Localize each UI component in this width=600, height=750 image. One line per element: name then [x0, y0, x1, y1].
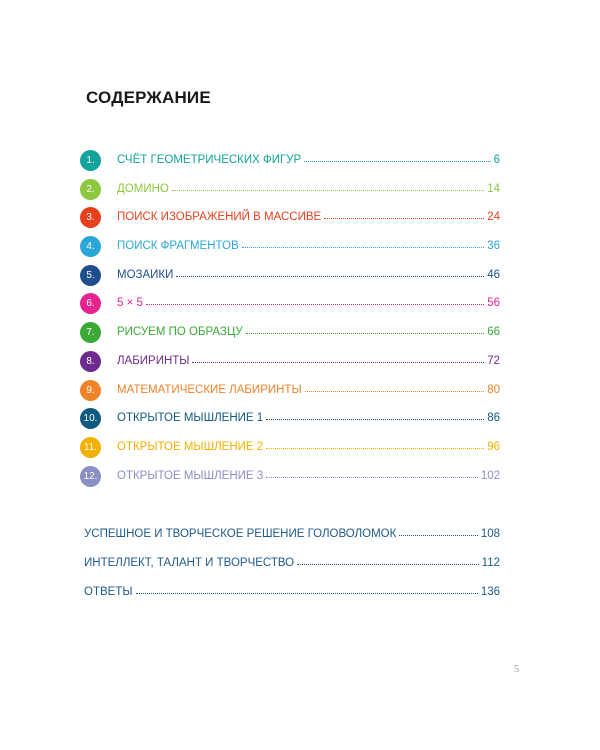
dot-leader [297, 554, 479, 565]
toc-label: ЛАБИРИНТЫ [117, 354, 190, 367]
toc-item[interactable] [80, 378, 500, 407]
dot-leader [305, 381, 485, 392]
toc-line [117, 353, 500, 367]
toc-item[interactable] [80, 177, 500, 206]
toc-page: 24 [487, 211, 500, 224]
toc-line [117, 209, 500, 223]
toc-item[interactable] [80, 406, 500, 435]
dot-leader [246, 323, 484, 334]
toc-line [117, 267, 500, 281]
toc-item[interactable] [80, 349, 500, 378]
toc-item[interactable] [80, 234, 500, 263]
toc-number-badge: 10. [80, 408, 101, 429]
toc-page: 56 [487, 297, 500, 310]
toc-label: ПОИСК ФРАГМЕНТОВ [117, 240, 239, 253]
toc-number-badge: 9. [80, 380, 101, 401]
toc-extra-item[interactable] [84, 584, 500, 613]
dot-leader [176, 266, 484, 277]
toc-page: 46 [487, 268, 500, 281]
toc-label: СЧЁТ ГЕОМЕТРИЧЕСКИХ ФИГУР [117, 154, 302, 166]
toc-item[interactable] [80, 464, 500, 493]
toc-page: 136 [480, 586, 500, 598]
toc-line [117, 181, 500, 195]
toc-line [117, 324, 500, 338]
toc-label: ОТКРЫТОЕ МЫШЛЕНИЕ 1 [117, 412, 264, 425]
dot-leader [304, 151, 490, 162]
dot-leader [192, 352, 484, 363]
page-title: СОДЕРЖАНИЕ [86, 88, 211, 107]
toc-line [117, 410, 500, 424]
toc-number-badge: 1. [80, 150, 101, 171]
toc-label: ОТКРЫТОЕ МЫШЛЕНИЕ 3 [117, 469, 264, 482]
toc-label: ПОИСК ИЗОБРАЖЕНИЙ В МАССИВЕ [117, 211, 322, 224]
toc-extra-item[interactable] [84, 526, 500, 555]
toc-line [117, 439, 500, 453]
toc-page: 96 [487, 440, 500, 453]
toc-number-badge: 2. [80, 179, 101, 200]
toc-page: 6 [493, 154, 500, 166]
toc-line [117, 238, 500, 252]
toc-number-badge: 5. [80, 265, 101, 286]
toc-item[interactable] [80, 435, 500, 464]
toc-item[interactable] [80, 263, 500, 292]
dot-leader [266, 467, 478, 478]
toc-number-badge: 4. [80, 236, 101, 257]
toc-extras [84, 526, 500, 613]
toc-label: МАТЕМАТИЧЕСКИЕ ЛАБИРИНТЫ [117, 383, 302, 396]
toc-line [117, 382, 500, 396]
toc-page: 72 [487, 354, 500, 367]
toc-label: ДОМИНО [117, 182, 169, 195]
dot-leader [172, 180, 484, 191]
toc-item[interactable] [80, 320, 500, 349]
toc-page: 36 [487, 240, 500, 253]
toc-page: 80 [487, 383, 500, 396]
toc-item[interactable] [80, 205, 500, 234]
toc-page: 108 [480, 528, 500, 540]
toc-label: РИСУЕМ ПО ОБРАЗЦУ [117, 326, 243, 339]
toc-list [80, 148, 500, 492]
dot-leader [324, 208, 484, 219]
toc-page: 66 [487, 326, 500, 339]
dot-leader [399, 525, 478, 536]
toc-number-badge: 12. [80, 466, 101, 487]
toc-number-badge: 8. [80, 351, 101, 372]
toc-item[interactable] [80, 148, 500, 177]
dot-leader [136, 583, 478, 594]
dot-leader [146, 294, 484, 305]
dot-leader [242, 237, 485, 248]
toc-label: МОЗАИКИ [117, 268, 174, 281]
toc-line [117, 152, 500, 166]
dot-leader [266, 409, 484, 420]
toc-page: 112 [481, 557, 500, 569]
dot-leader [266, 438, 484, 449]
toc-label: ОТКРЫТОЕ МЫШЛЕНИЕ 2 [117, 440, 264, 453]
toc-page: 14 [487, 182, 500, 195]
toc-line [117, 468, 500, 482]
page-number: 5 [514, 664, 519, 675]
toc-number-badge: 7. [80, 322, 101, 343]
toc-label: ОТВЕТЫ [84, 586, 133, 598]
toc-label: 5 × 5 [117, 297, 143, 310]
toc-line [117, 295, 500, 309]
toc-number-badge: 3. [80, 207, 101, 228]
toc-number-badge: 11. [80, 437, 101, 458]
toc-label: ИНТЕЛЛЕКТ, ТАЛАНТ И ТВОРЧЕСТВО [84, 557, 295, 569]
toc-extra-item[interactable] [84, 555, 500, 584]
toc-label: УСПЕШНОЕ И ТВОРЧЕСКОЕ РЕШЕНИЕ ГОЛОВОЛОМОК [84, 528, 397, 540]
toc-item[interactable] [80, 291, 500, 320]
toc-page: 102 [480, 469, 500, 482]
toc-page: 86 [487, 412, 500, 425]
toc-number-badge: 6. [80, 293, 101, 314]
